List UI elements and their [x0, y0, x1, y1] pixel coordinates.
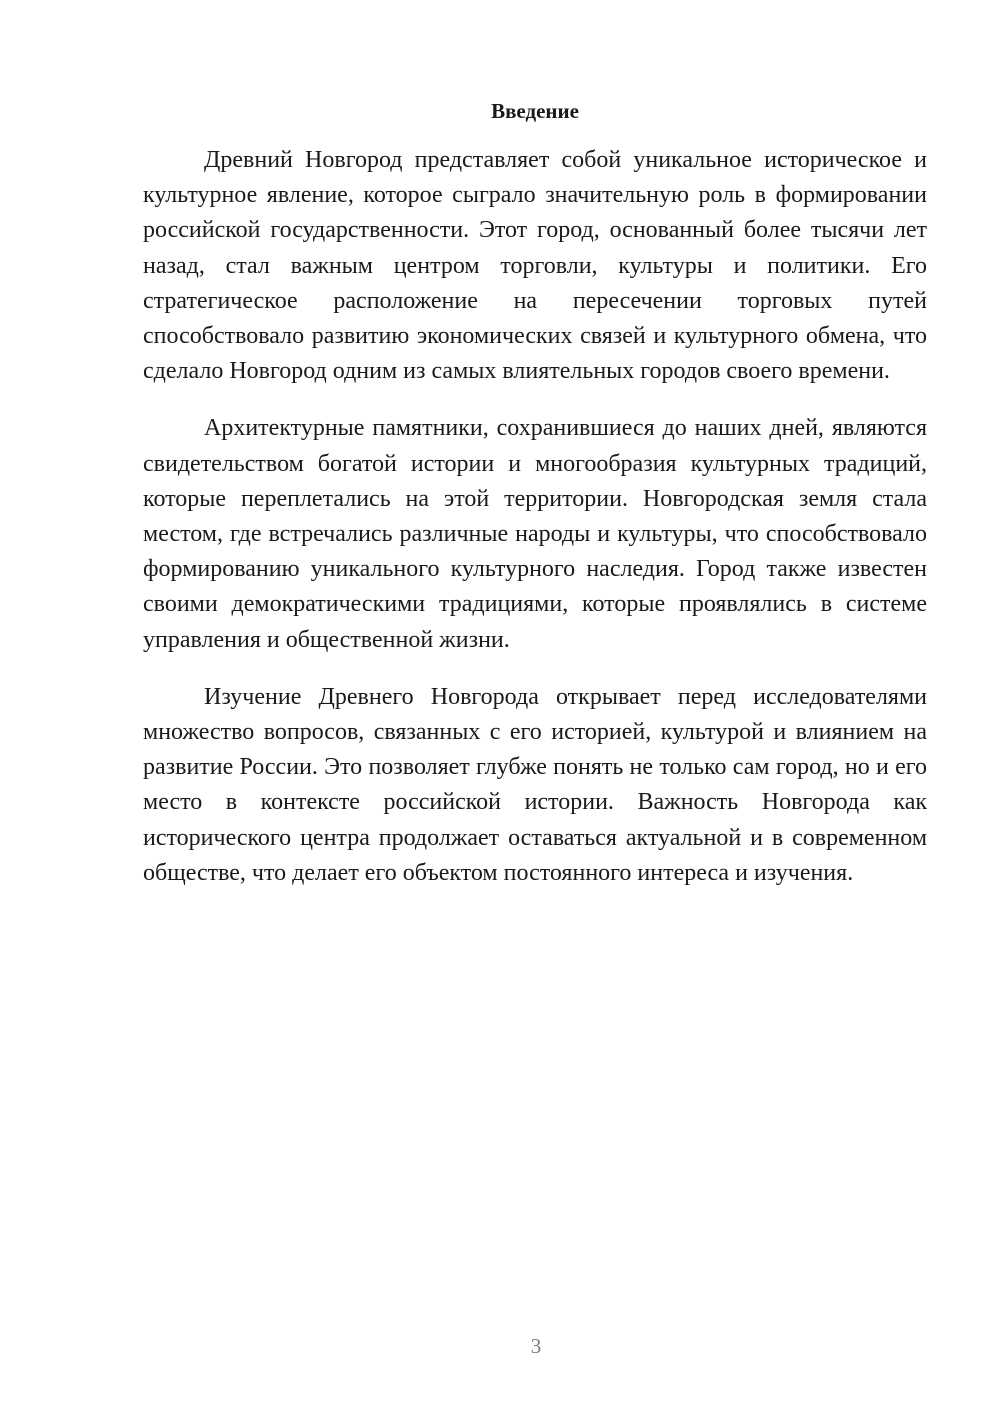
paragraph-2: Архитектурные памятники, сохранившиеся до наших дней, являются свидетельством богатой истории и многообразия культурных традиций, которые переплетались на этой территории. Новгородская земля стала местом, где встречались различные народы и культуры, что способствовало формированию уникального культурного наследия. Город также известен своими демократическими традициями, которые проявлялись в системе управления и общественной жизни.: [143, 415, 927, 653]
section-title: Введение: [491, 99, 579, 123]
paragraph-3: Изучение Древнего Новгорода открывает перед исследователями множество вопросов, связанных с его историей, культурой и влиянием на развитие России. Это позволяет глубже понять не только сам город, но и его место в контексте российской истории. Важность Новгорода как исторического центра продолжает оставаться актуальной и в современном обществе, что делает его объектом постоянного интереса и изучения.: [143, 683, 927, 886]
document-body: [143, 143, 927, 913]
paragraph-1: Древний Новгород представляет собой уникальное историческое и культурное явление, которое сыграло значительную роль в формировании российской государственности. Этот город, основанный более тысячи лет назад, стал важным центром торговли, культуры и политики. Его стратегическое расположение на пересечении торговых путей способствовало развитию экономических связей и культурного обмена, что сделало Новгород одним из самых влиятельных городов своего времени.: [143, 147, 927, 385]
page-number: 3: [530, 1334, 542, 1358]
